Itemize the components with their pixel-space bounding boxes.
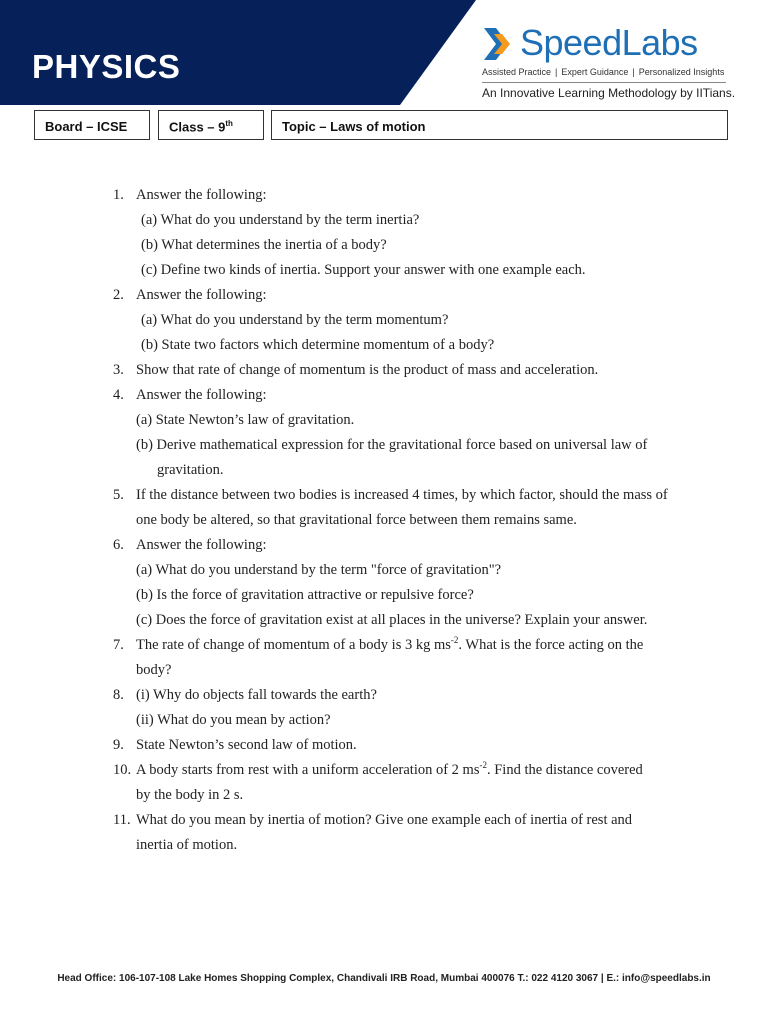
board-box — [34, 110, 150, 140]
question-number: 11. — [113, 812, 131, 828]
footer-address: Head Office: 106-107-108 Lake Homes Shopping Complex, Chandivali IRB Road, Mumbai 400076 T.: 022 4120 3067 | E.: info@speedlabs.in — [57, 973, 711, 984]
question-number: 1. — [113, 187, 124, 203]
sub-question: (b) Is the force of gravitation attractive or repulsive force? — [136, 587, 474, 603]
question-continuation: (ii) What do you mean by action? — [136, 712, 331, 728]
question-text: Answer the following: — [136, 187, 267, 203]
question-8 — [113, 683, 713, 733]
speedlabs-logo — [482, 22, 736, 102]
topic-box — [271, 110, 728, 140]
question-text: Show that rate of change of momentum is the product of mass and acceleration. — [136, 362, 599, 378]
class-box — [158, 110, 264, 140]
sub-question: (a) What do you understand by the term "force of gravitation"? — [136, 562, 502, 578]
question-number: 9. — [113, 737, 124, 753]
question-text: If the distance between two bodies is increased 4 times, by which factor, should the mass of — [136, 487, 668, 503]
sub-question: (b) Derive mathematical expression for the gravitational force based on universal law of — [136, 437, 648, 453]
logo-wordmark: SpeedLabs — [520, 22, 698, 63]
sub-question: (b) What determines the inertia of a body? — [141, 237, 387, 253]
question-10 — [113, 758, 713, 808]
question-list — [113, 183, 713, 858]
question-7 — [113, 633, 713, 683]
topic-label: Topic – Laws of motion — [282, 119, 426, 134]
subject-title: PHYSICS — [32, 48, 181, 85]
logo-divider — [482, 82, 726, 83]
sub-question: (c) Define two kinds of inertia. Support your answer with one example each. — [141, 262, 586, 278]
tagline-item: Expert Guidance — [561, 67, 629, 77]
question-text: Answer the following: — [136, 287, 267, 303]
logo-subline: An Innovative Learning Methodology by IITians. — [482, 86, 736, 100]
question-text-part: . What is the force acting on the — [458, 637, 644, 653]
sub-question: (b) State two factors which determine momentum of a body? — [141, 337, 495, 353]
question-3 — [113, 358, 713, 383]
question-number: 7. — [113, 637, 124, 653]
question-continuation: body? — [136, 662, 172, 678]
tagline-separator: | — [632, 67, 635, 77]
question-text-part: The rate of change of momentum of a body is 3 kg ms — [136, 637, 451, 653]
question-text-part: A body starts from rest with a uniform acceleration of 2 ms — [136, 762, 480, 778]
question-text: State Newton’s second law of motion. — [136, 737, 357, 753]
class-label: Class – 9 — [169, 119, 226, 135]
sub-question: (a) State Newton’s law of gravitation. — [136, 412, 355, 428]
sub-question: (a) What do you understand by the term inertia? — [141, 212, 420, 228]
class-superscript: th — [225, 119, 233, 128]
question-text: Answer the following: — [136, 537, 267, 553]
question-text — [136, 758, 643, 783]
question-continuation: inertia of motion. — [136, 837, 238, 853]
tagline-item: Personalized Insights — [638, 67, 725, 77]
question-number: 3. — [113, 362, 124, 378]
board-label: Board – ICSE — [45, 119, 128, 134]
question-text: Answer the following: — [136, 387, 267, 403]
question-1 — [113, 183, 713, 283]
question-number: 6. — [113, 537, 124, 553]
tagline-item: Assisted Practice — [482, 67, 552, 77]
unit-superscript: -2 — [479, 760, 487, 771]
double-chevron-icon — [482, 26, 516, 62]
question-number: 4. — [113, 387, 124, 403]
question-continuation: one body be altered, so that gravitational force between them remains same. — [136, 512, 577, 528]
question-continuation: by the body in 2 s. — [136, 787, 244, 803]
question-6 — [113, 533, 713, 633]
question-text: (i) Why do objects fall towards the earth? — [136, 687, 377, 703]
logo-tagline — [482, 67, 730, 77]
question-11 — [113, 808, 713, 858]
sub-question: (a) What do you understand by the term momentum? — [141, 312, 449, 328]
question-text: What do you mean by inertia of motion? Give one example each of inertia of rest and — [136, 812, 633, 828]
question-number: 8. — [113, 687, 124, 703]
question-5 — [113, 483, 713, 533]
question-4 — [113, 383, 713, 483]
question-text-part: . Find the distance covered — [486, 762, 643, 778]
question-number: 5. — [113, 487, 124, 503]
sub-question-continuation: gravitation. — [157, 462, 224, 478]
question-text — [136, 633, 643, 658]
question-2 — [113, 283, 713, 358]
sub-question: (c) Does the force of gravitation exist at all places in the universe? Explain your answer. — [136, 612, 648, 628]
tagline-separator: | — [555, 67, 558, 77]
question-9 — [113, 733, 713, 758]
question-number: 10. — [113, 762, 132, 778]
question-number: 2. — [113, 287, 124, 303]
unit-superscript: -2 — [450, 635, 459, 646]
